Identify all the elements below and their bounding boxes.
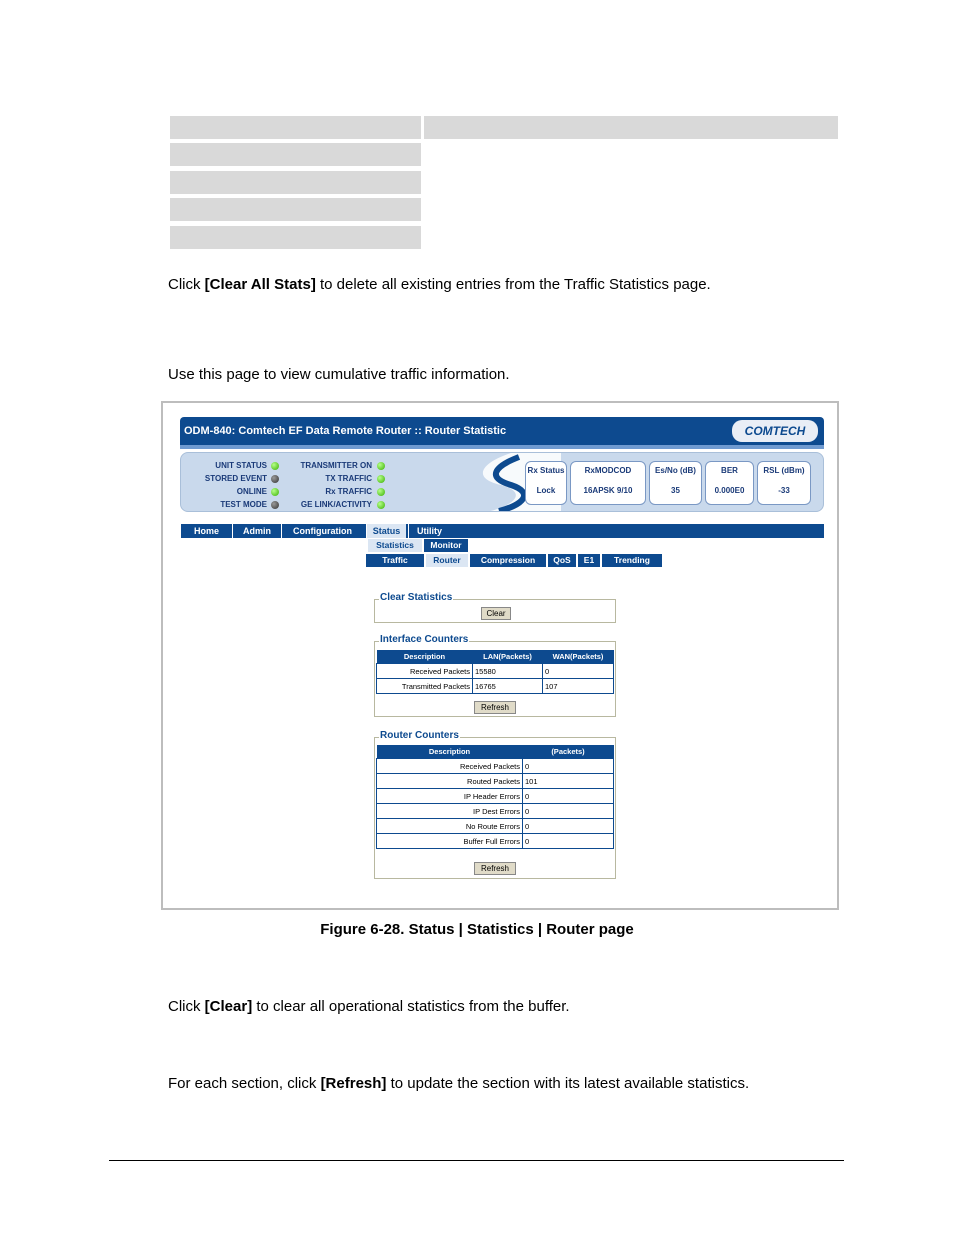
table-row	[377, 759, 614, 774]
subtab-monitor[interactable]: Monitor	[424, 539, 468, 552]
router-counters-legend: Router Counters	[380, 730, 459, 741]
metric-value: 0.000E0	[714, 486, 745, 495]
status-led-icon	[377, 475, 385, 483]
status-label: TX TRAFFIC	[325, 474, 372, 483]
status-label: ONLINE	[236, 487, 267, 496]
main-nav	[180, 524, 824, 538]
row-description: Received Packets	[377, 664, 473, 679]
logo-text: COMTECH	[744, 424, 806, 438]
status-label: GE LINK/ACTIVITY	[300, 500, 372, 509]
subtab-traffic[interactable]: Traffic	[366, 554, 424, 567]
tab-utility[interactable]: Utility	[408, 524, 450, 538]
subtab-statistics[interactable]: Statistics	[368, 539, 422, 552]
metric-header: BER	[721, 466, 738, 475]
interface-counters-fieldset	[374, 634, 616, 717]
row-lan: 16765	[473, 679, 543, 694]
row-value: 0	[523, 804, 614, 819]
interface-counters-legend: Interface Counters	[380, 634, 469, 645]
bold-text: [Clear All Stats]	[204, 276, 316, 293]
paragraph-clear-all-stats	[168, 276, 711, 293]
tab-home[interactable]: Home	[180, 524, 232, 538]
router-refresh-button[interactable]: Refresh	[474, 862, 516, 875]
table-header-row	[377, 745, 614, 759]
window-title: ODM-840: Comtech EF Data Remote Router :: Router Statistic	[184, 425, 507, 437]
metric-box	[649, 461, 702, 505]
status-led-icon	[271, 488, 279, 496]
router-counters-body	[377, 759, 614, 849]
table-row	[377, 789, 614, 804]
row-value: 0	[523, 819, 614, 834]
table-row-cell	[170, 198, 421, 221]
table-header-cell	[424, 116, 838, 139]
row-description: IP Header Errors	[377, 789, 523, 804]
subtab-e1[interactable]: E1	[578, 554, 600, 567]
tab-configuration[interactable]: Configuration	[281, 524, 363, 538]
column-header: LAN(Packets)	[473, 650, 543, 664]
row-wan: 0	[543, 664, 614, 679]
table-row	[377, 819, 614, 834]
status-label: TEST MODE	[220, 500, 267, 509]
row-value: 0	[523, 834, 614, 849]
status-led-icon	[377, 488, 385, 496]
table-row	[377, 804, 614, 819]
row-wan: 107	[543, 679, 614, 694]
tab-status[interactable]: Status	[366, 524, 406, 538]
table-row-cell	[170, 226, 421, 249]
table-row-cell	[170, 143, 421, 166]
subtab-compression[interactable]: Compression	[470, 554, 546, 567]
metric-box	[757, 461, 811, 505]
subtab-trending[interactable]: Trending	[602, 554, 662, 567]
status-led-icon	[271, 462, 279, 470]
interface-refresh-button[interactable]: Refresh	[474, 701, 516, 714]
paragraph-refresh	[168, 1075, 749, 1092]
text: to delete all existing entries from the Traffic Statistics page.	[315, 276, 711, 293]
metric-header: Rx Status	[527, 466, 565, 475]
table-header-row	[377, 650, 614, 664]
row-description: Routed Packets	[377, 774, 523, 789]
row-lan: 15580	[473, 664, 543, 679]
metric-value: -33	[778, 486, 790, 495]
router-statistic-screenshot	[161, 401, 839, 910]
row-description: No Route Errors	[377, 819, 523, 834]
column-header: Description	[377, 745, 523, 759]
text: Click	[168, 276, 205, 293]
title-strip	[180, 445, 824, 449]
paragraph-clear	[168, 998, 570, 1015]
metric-header: Es/No (dB)	[655, 466, 696, 475]
column-header: Description	[377, 650, 473, 664]
table-row-cell	[170, 171, 421, 194]
status-label: UNIT STATUS	[215, 461, 267, 470]
subtab-router[interactable]: Router	[426, 554, 468, 567]
status-label: Rx TRAFFIC	[325, 487, 372, 496]
table-row	[377, 664, 614, 679]
clear-statistics-fieldset	[374, 592, 616, 623]
table-row	[377, 834, 614, 849]
comtech-logo	[732, 420, 818, 442]
metric-box	[570, 461, 646, 505]
table-row	[377, 774, 614, 789]
router-counters-fieldset	[374, 730, 616, 879]
text: to clear all operational statistics from the buffer.	[252, 998, 570, 1015]
row-value: 101	[523, 774, 614, 789]
table-row	[377, 679, 614, 694]
figure-caption: Figure 6-28. Status | Statistics | Router page	[320, 921, 634, 938]
window-title-bar	[180, 417, 824, 445]
metric-box	[525, 461, 567, 505]
status-panel	[180, 452, 824, 512]
metric-value: Lock	[536, 486, 556, 495]
status-label: STORED EVENT	[204, 474, 267, 483]
footer-rule	[109, 1160, 844, 1161]
column-header: (Packets)	[523, 745, 614, 759]
paragraph-intro: Use this page to view cumulative traffic information.	[168, 366, 510, 383]
tab-admin[interactable]: Admin	[232, 524, 281, 538]
metric-box	[705, 461, 754, 505]
table-header-cell	[170, 116, 421, 139]
bold-text: [Refresh]	[320, 1075, 387, 1092]
interface-counters-table	[376, 650, 614, 694]
status-led-icon	[377, 501, 385, 509]
row-description: IP Dest Errors	[377, 804, 523, 819]
status-led-icon	[271, 501, 279, 509]
column-header: WAN(Packets)	[543, 650, 614, 664]
router-counters-table	[376, 745, 614, 849]
metric-value: 35	[671, 486, 680, 495]
row-value: 0	[523, 789, 614, 804]
text: to update the section with its latest available statistics.	[386, 1075, 750, 1092]
clear-button[interactable]: Clear	[481, 607, 511, 620]
metric-header: RxMODCOD	[584, 466, 632, 475]
row-description: Buffer Full Errors	[377, 834, 523, 849]
row-description: Received Packets	[377, 759, 523, 774]
status-led-icon	[377, 462, 385, 470]
row-description: Transmitted Packets	[377, 679, 473, 694]
status-label: TRANSMITTER ON	[300, 461, 372, 470]
bold-text: [Clear]	[204, 998, 253, 1015]
subtab-qos[interactable]: QoS	[548, 554, 576, 567]
text: Click	[168, 998, 205, 1015]
metric-value: 16APSK 9/10	[583, 486, 633, 495]
metric-header: RSL (dBm)	[763, 466, 805, 475]
text: For each section, click	[168, 1075, 321, 1092]
row-value: 0	[523, 759, 614, 774]
status-led-icon	[271, 475, 279, 483]
clear-statistics-legend: Clear Statistics	[380, 592, 453, 603]
